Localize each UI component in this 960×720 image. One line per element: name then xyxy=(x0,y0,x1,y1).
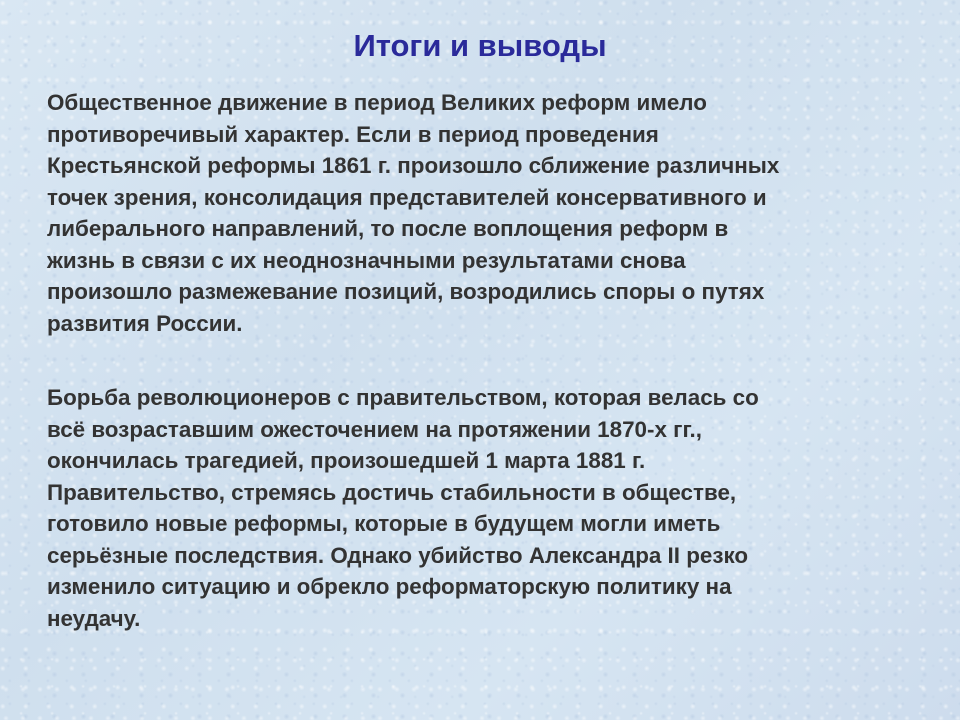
paragraph-revolutionary-struggle: Борьба революционеров с правительством, которая велась со всё возраставшим ожесточением на протяжении 1870-х гг., окончилась трагедией, произошедшей 1 марта 1881 г. Правительство, стремясь достичь стабильности в обществе, готовило новые реформы, которые в будущем могли иметь серьёзные последствия. Однако убийство Александра II резко изменило ситуацию и обрекло реформаторскую политику на неудачу. xyxy=(47,385,759,631)
paragraph-reforms-social-movement: Общественное движение в период Великих реформ имело противоречивый характер. Если в период проведения Крестьянской реформы 1861 г. произошло сближение различных точек зрения, консолидация представителей консервативного и либерального направлений, то после воплощения реформ в жизнь в связи с их неоднозначными результатами снова произошло размежевание позиций, возродились споры о путях развития России. xyxy=(47,90,780,336)
slide-title: Итоги и выводы xyxy=(353,28,607,63)
